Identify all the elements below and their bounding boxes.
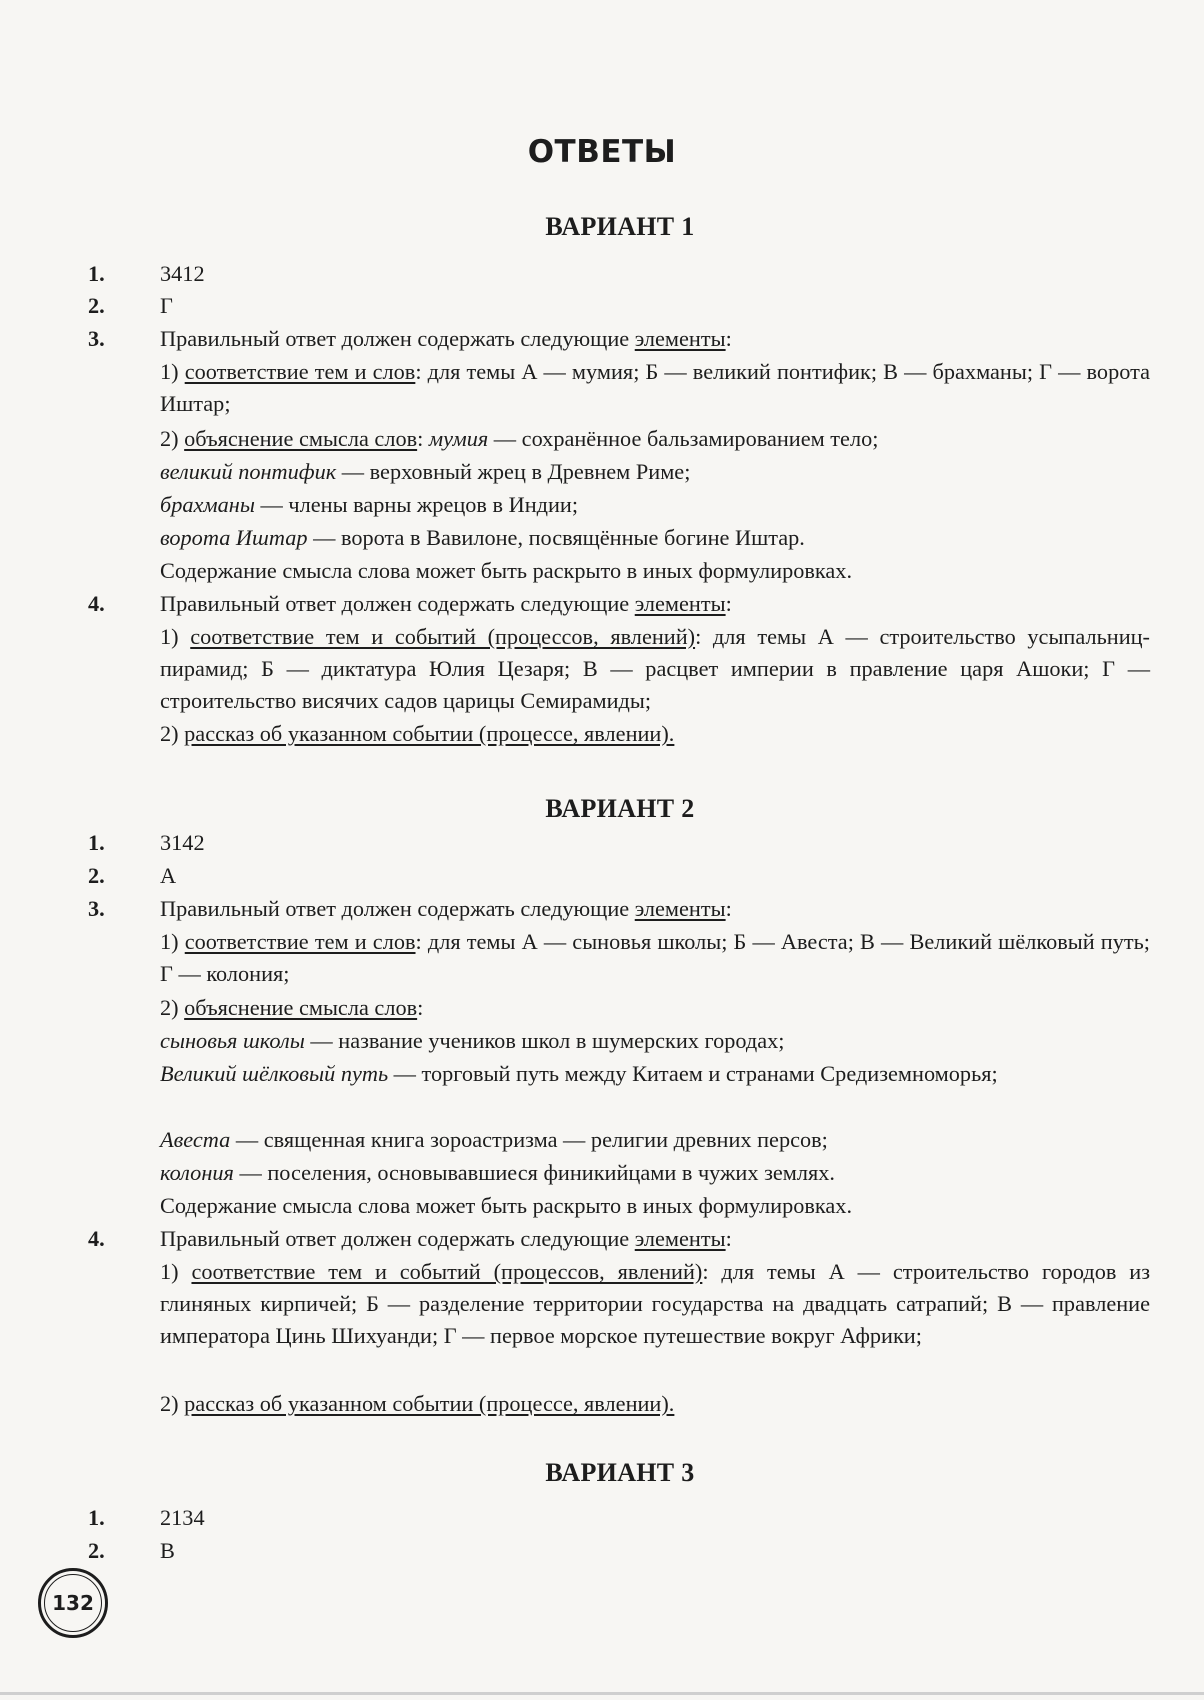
answer-number: 3. (88, 326, 105, 351)
page-number: 132 (44, 1574, 102, 1632)
answer-number: 2. (88, 293, 105, 318)
variant-1-title: ВАРИАНТ 1 (545, 212, 695, 241)
answer-element-1: 1) соответствие тем и событий (процессов, явлений): для темы А — строительство городов из глиняных кирпичей; Б — разделение территории государства на двадцать сатрапий; В — правление императора Цинь Шихуанди; Г — первое морское путешествие вокруг Африки; (160, 1259, 1150, 1348)
definition-line: ворота Иштар — ворота в Вавилоне, посвящённые богине Иштар. (160, 525, 805, 550)
definition-line: брахманы — члены варны жрецов в Индии; (160, 492, 579, 517)
page-number-badge (38, 1568, 108, 1638)
variant-3-title: ВАРИАНТ 3 (545, 1458, 695, 1487)
answer-number: 4. (88, 591, 105, 616)
bottom-edge (0, 1692, 1204, 1695)
answer-number: 1. (88, 830, 105, 855)
definition-line: Великий шёлковый путь — торговый путь между Китаем и странами Средиземноморья; (160, 1061, 998, 1086)
definition-line: колония — поселения, основывавшиеся финикийцами в чужих землях. (160, 1160, 836, 1185)
answer-element-2: 2) рассказ об указанном событии (процессе, явлении). (160, 1391, 675, 1416)
definition-line: сыновья школы — название учеников школ в шумерских городах; (160, 1028, 785, 1053)
answer-element-2: 2) объяснение смысла слов: мумия — сохранённое бальзамированием тело; (160, 426, 879, 451)
answer-number: 2. (88, 863, 105, 888)
variant-2-title: ВАРИАНТ 2 (545, 794, 695, 823)
answers-page: ОТВЕТЫ ВАРИАНТ 1 1. 3412 2. Г 3. Правильный ответ должен содержать следующие элементы: 1) соответствие тем и слов: для темы А — мумия; Б — великий понтифик; В — брахманы; Г — ворота Иштар; 2) объяснение смысла слов: мумия — сохранённое бальзамированием тело; великий понтифик — верховный жрец в Древнем Риме; брахманы — члены варны жрецов в Индии; ворота Иштар — ворота в Вавилоне, посвящённые богине Иштар. Содержание смысла слова может быть раскрыто в иных формулировках. 4. Правильный ответ должен содержать следующие элементы: 1) соответствие тем и событий (процессов, явлений): для темы А — строительство усыпальниц-пирамид; Б — диктатура Юлия Цезаря; В — расцвет империи в правление царя Ашоки; Г — строительство висячих садов царицы Семирамиды; 2) рассказ об указанном событии (процессе, явлении). ВАРИАНТ 2 1. 3142 2. А 3. Правильный ответ должен содержать следующие элементы: 1) соответствие тем и слов: для темы А — сыновья школы; Б — Авеста; В — Великий шёлковый путь; Г — колония; 2) объяснение смысла слов: сыновья школы — название учеников школ в шумерских городах; Великий шёлковый путь — торговый путь между Китаем и странами Средиземноморья; Авеста — священная книга зороастризма — религии древних персов; колония — поселения, основывавшиеся финикийцами в чужих землях. Содержание смысла слова может быть раскрыто в иных формулировках. 4. Правильный ответ должен содержать следующие элементы: 1) соответствие тем и событий (процессов, явлений): для темы А — строительство городов из глиняных кирпичей; Б — разделение территории государства на двадцать сатрапий; В — правление императора Цинь Шихуанди; Г — первое морское путешествие вокруг Африки; 2) рассказ об указанном событии (процессе, явлении). ВАРИАНТ 3 1. 2134 2. В 132 (0, 0, 1204, 1700)
answer-number: 3. (88, 896, 105, 921)
answer-element-1: 1) соответствие тем и слов: для темы А — сыновья школы; Б — Авеста; В — Великий шёлковый путь; Г — колония; (160, 929, 1150, 986)
definition-line: Авеста — священная книга зороастризма — религии древних персов; (160, 1127, 828, 1152)
answer-number: 4. (88, 1226, 105, 1251)
answer-number: 1. (88, 1505, 105, 1530)
answer-element-2: 2) рассказ об указанном событии (процессе, явлении). (160, 721, 675, 746)
definition-line: великий понтифик — верховный жрец в Древнем Риме; (160, 459, 691, 484)
answer-element-2: 2) объяснение смысла слов: (160, 995, 424, 1020)
answer-number: 2. (88, 1538, 105, 1563)
page-title: ОТВЕТЫ (527, 134, 677, 170)
answer-element-1: 1) соответствие тем и событий (процессов, явлений): для темы А — строительство усыпальниц-пирамид; Б — диктатура Юлия Цезаря; В — расцвет империи в правление царя Ашоки; Г — строительство висячих садов царицы Семирамиды; (160, 624, 1150, 713)
answer-note: Содержание смысла слова может быть раскрыто в иных формулировках. (160, 1193, 853, 1218)
answer-element-1: 1) соответствие тем и слов: для темы А — мумия; Б — великий понтифик; В — брахманы; Г — ворота Иштар; (160, 359, 1150, 416)
answer-note: Содержание смысла слова может быть раскрыто в иных формулировках. (160, 558, 853, 583)
answer-number: 1. (88, 261, 105, 286)
